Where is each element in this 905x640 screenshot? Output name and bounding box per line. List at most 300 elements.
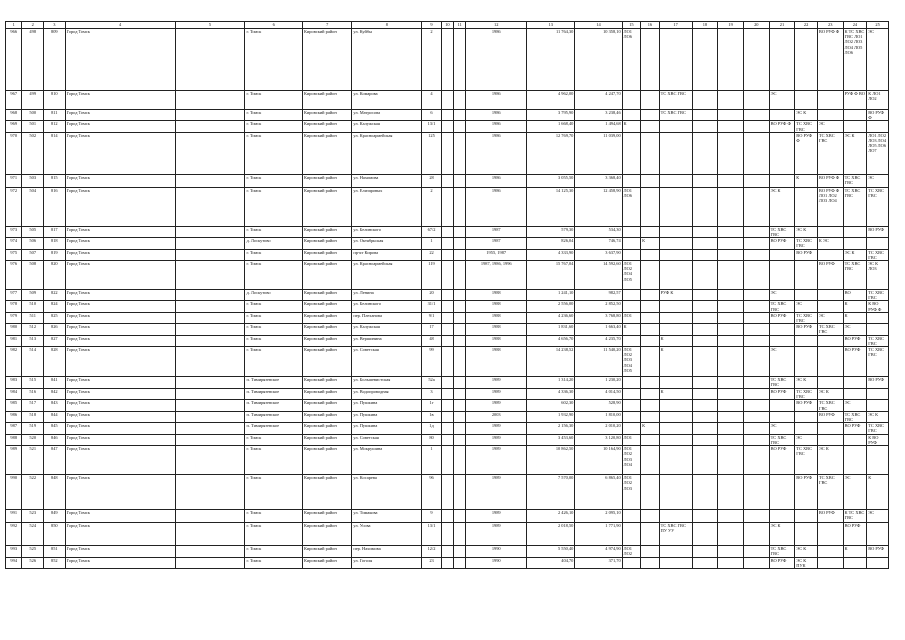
table-cell: 526 — [22, 557, 44, 568]
table-cell: Кировский район — [303, 400, 352, 411]
table-cell: 820 — [44, 261, 66, 290]
table-cell: К — [641, 423, 660, 434]
table-cell — [718, 389, 744, 400]
table-cell: д. Лоскутово — [245, 238, 303, 249]
table-cell: Город Томск — [65, 557, 175, 568]
table-cell — [718, 226, 744, 237]
table-cell: г. Томск — [245, 557, 303, 568]
column-number-header — [6, 22, 889, 29]
table-cell: 1989 — [466, 446, 527, 475]
table-cell: 519 — [22, 423, 44, 434]
table-cell: Город Томск — [65, 110, 175, 121]
table-cell — [454, 29, 466, 91]
column-number: 6 — [245, 22, 303, 29]
table-cell — [641, 446, 660, 475]
table-cell — [175, 174, 245, 187]
table-cell: ВО РУФ — [795, 400, 818, 411]
table-cell: 990 — [6, 475, 22, 510]
table-cell: 512 — [22, 324, 44, 335]
table-cell: 2 095,10 — [575, 510, 622, 523]
table-cell: 986 — [6, 411, 22, 422]
table-cell — [454, 324, 466, 335]
table-cell — [175, 91, 245, 110]
table-cell: ТС ХВС ГВС — [659, 91, 692, 110]
table-cell — [641, 226, 660, 237]
table-cell: Город Томск — [65, 411, 175, 422]
table-cell — [441, 261, 453, 290]
table-cell: ТС ХВС ГВС ПУ УУ — [659, 523, 692, 546]
table-cell: ВО РУФ — [817, 411, 843, 422]
table-cell — [718, 290, 744, 301]
table-cell: пер. Плеханова — [352, 312, 422, 323]
table-cell: 842 — [44, 389, 66, 400]
table-cell: 851 — [44, 546, 66, 557]
table-cell: Кировский район — [303, 423, 352, 434]
table-cell: Город Томск — [65, 434, 175, 445]
table-cell: 22 — [422, 249, 442, 260]
table-cell: Кировский район — [303, 510, 352, 523]
table-cell: 515 — [22, 377, 44, 389]
table-cell: 1989 — [466, 400, 527, 411]
table-cell: 1986 — [466, 187, 527, 226]
table-cell: 513 — [22, 335, 44, 346]
table-cell: 815 — [44, 174, 66, 187]
table-cell: ТС ХВС ГВС — [867, 335, 889, 346]
table-cell — [641, 411, 660, 422]
table-cell: ЭС К — [795, 226, 818, 237]
table-cell — [641, 312, 660, 323]
table-cell: 500 — [22, 110, 44, 121]
table-cell — [718, 446, 744, 475]
table-cell — [692, 377, 718, 389]
table-cell — [692, 187, 718, 226]
table-cell: ТС ХВС ГВС — [843, 411, 867, 422]
table-cell: Кировский район — [303, 312, 352, 323]
table-cell — [659, 301, 692, 312]
table-cell: ТС ХВС ГВС — [795, 389, 818, 400]
table-cell — [743, 400, 769, 411]
table-cell — [743, 110, 769, 121]
table-cell — [692, 523, 718, 546]
table-cell: 825 — [44, 312, 66, 323]
table-cell — [817, 523, 843, 546]
table-cell — [692, 91, 718, 110]
table-cell: ул. Куйбы — [352, 29, 422, 91]
table-cell: ВО — [843, 290, 867, 301]
table-cell: 20 — [422, 290, 442, 301]
table-cell: 15 767,04 — [527, 261, 575, 290]
table-cell: ВО РУФ Ф — [817, 174, 843, 187]
table-cell: 3 368,40 — [575, 174, 622, 187]
table-cell: 9 — [422, 510, 442, 523]
table-cell: 48 — [422, 335, 442, 346]
column-number: 25 — [867, 22, 889, 29]
table-cell: 841 — [44, 377, 66, 389]
table-cell: ул. Советская — [352, 347, 422, 377]
table-cell: 1 663,40 — [575, 324, 622, 335]
table-cell — [641, 557, 660, 568]
table-cell — [454, 423, 466, 434]
table-cell — [692, 510, 718, 523]
table-cell: 984 — [6, 389, 22, 400]
table-cell: ЭС — [843, 475, 867, 510]
table-cell — [769, 29, 795, 91]
table-cell — [622, 335, 641, 346]
table-cell — [659, 238, 692, 249]
table-cell: ТС ХВС ГВС — [867, 423, 889, 434]
table-cell: Город Томск — [65, 121, 175, 132]
table-cell — [743, 389, 769, 400]
table-cell — [454, 434, 466, 445]
table-cell: ул. Октябрьская — [352, 238, 422, 249]
table-cell — [743, 290, 769, 301]
table-cell — [441, 249, 453, 260]
table-cell: ЭС — [769, 423, 795, 434]
table-cell: Кировский район — [303, 523, 352, 546]
table-cell: ул. Пушкина — [352, 400, 422, 411]
table-cell — [743, 557, 769, 568]
table-cell — [718, 377, 744, 389]
column-number: 7 — [303, 22, 352, 29]
table-cell: К — [867, 475, 889, 510]
table-cell: ТС ХВС ГВС — [867, 347, 889, 377]
table-cell: Кировский район — [303, 110, 352, 121]
table-cell: ЭС К — [817, 389, 843, 400]
table-cell: ЭС — [795, 434, 818, 445]
table-cell: Кировский район — [303, 377, 352, 389]
table-cell — [692, 546, 718, 557]
table-cell — [641, 335, 660, 346]
column-number: 23 — [817, 22, 843, 29]
table-cell — [441, 377, 453, 389]
table-cell: 843 — [44, 400, 66, 411]
table-cell: Кировский район — [303, 557, 352, 568]
table-cell — [817, 347, 843, 377]
table-cell: Кировский район — [303, 238, 352, 249]
table-cell — [692, 411, 718, 422]
table-cell — [175, 475, 245, 510]
table-cell — [795, 523, 818, 546]
table-row — [6, 91, 889, 110]
table-cell: К — [843, 546, 867, 557]
table-cell — [441, 238, 453, 249]
table-cell: ВО РУФ — [867, 377, 889, 389]
table-cell — [843, 110, 867, 121]
table-cell: ул. Елизаровых — [352, 187, 422, 226]
table-cell — [454, 226, 466, 237]
table-cell — [454, 312, 466, 323]
table-cell: ТС ХВС ГВС — [795, 446, 818, 475]
table-cell: 1987 — [466, 226, 527, 237]
table-cell: Кировский район — [303, 324, 352, 335]
table-cell — [622, 174, 641, 187]
table-cell: ТС ХВС ГВС — [795, 121, 818, 132]
table-cell — [659, 324, 692, 335]
table-cell: 9/1 — [422, 312, 442, 323]
table-cell: 822 — [44, 290, 66, 301]
table-cell — [843, 557, 867, 568]
table-cell — [692, 290, 718, 301]
table-cell: ВО РУФ Ф ЛО1 ЛО2 ЛО3 ЛО4 — [817, 187, 843, 226]
table-cell: 2 018,50 — [527, 523, 575, 546]
table-cell — [769, 510, 795, 523]
table-cell: ТС ХВС ГВС — [817, 400, 843, 411]
table-cell: 504 — [22, 187, 44, 226]
table-cell: ТС ХВС ГВС — [843, 187, 867, 226]
table-cell — [641, 377, 660, 389]
table-cell — [441, 546, 453, 557]
table-cell — [441, 226, 453, 237]
table-cell — [743, 446, 769, 475]
table-cell: 11 039,00 — [575, 132, 622, 174]
table-cell: 3 120,80 — [575, 434, 622, 445]
table-cell — [659, 510, 692, 523]
table-cell — [718, 335, 744, 346]
table-cell: 2 556,00 — [527, 301, 575, 312]
table-cell — [441, 347, 453, 377]
table-cell — [795, 261, 818, 290]
table-cell — [743, 335, 769, 346]
table-cell: Город Томск — [65, 312, 175, 323]
table-cell: пер. Нахимова — [352, 546, 422, 557]
table-cell: г. Томск — [245, 110, 303, 121]
table-cell: ЭС К — [795, 546, 818, 557]
table-cell: 6 — [422, 110, 442, 121]
table-cell: ВО РУФ — [769, 446, 795, 475]
table-cell — [692, 400, 718, 411]
table-cell: ВО РУФ — [769, 389, 795, 400]
table-cell — [454, 187, 466, 226]
table-cell: г. Томск — [245, 174, 303, 187]
table-cell: ЭС — [843, 324, 867, 335]
table-cell: г. Томск — [245, 510, 303, 523]
table-cell: ул. Красноармейская — [352, 132, 422, 174]
table-cell — [795, 29, 818, 91]
table-cell: 4 — [422, 91, 442, 110]
table-cell: 7 570,00 — [527, 475, 575, 510]
table-cell — [622, 523, 641, 546]
table-cell — [454, 411, 466, 422]
table-cell: ТС ХВС ГВС — [769, 301, 795, 312]
table-cell — [622, 557, 641, 568]
table-row — [6, 446, 889, 475]
table-cell: п. Тимирязевское — [245, 377, 303, 389]
table-cell — [659, 174, 692, 187]
table-cell — [622, 290, 641, 301]
table-cell: 1986 — [466, 132, 527, 174]
table-cell: 973 — [6, 226, 22, 237]
table-cell: 14 238,52 — [527, 347, 575, 377]
table-cell: г. Томск — [245, 434, 303, 445]
table-cell: ул. Красноармейская — [352, 261, 422, 290]
table-cell — [692, 174, 718, 187]
table-cell — [817, 377, 843, 389]
table-cell: 498 — [22, 29, 44, 91]
table-cell: РУФ Ф ВО — [843, 91, 867, 110]
table-cell: ВО РУФ — [795, 475, 818, 510]
column-number: 8 — [352, 22, 422, 29]
table-cell: Город Томск — [65, 132, 175, 174]
table-cell: ВО РУФ — [795, 324, 818, 335]
table-cell: пр-кт Кирова — [352, 249, 422, 260]
table-cell: д. Лоскутово — [245, 290, 303, 301]
table-row — [6, 187, 889, 226]
table-cell — [659, 226, 692, 237]
table-cell: 4 656,70 — [527, 335, 575, 346]
table-cell: 1989 — [466, 389, 527, 400]
table-cell: ЛО1 ЛО2 ЛО3 ЛО4 ЛО5 ЛО6 ЛО7 — [867, 132, 889, 174]
table-cell: 1 241,10 — [527, 290, 575, 301]
table-cell: Кировский район — [303, 475, 352, 510]
table-cell: 848 — [44, 475, 66, 510]
table-cell: 502 — [22, 132, 44, 174]
table-row — [6, 301, 889, 312]
table-cell: 507 — [22, 249, 44, 260]
table-cell: 11 540,20 — [575, 347, 622, 377]
table-row — [6, 411, 889, 422]
table-cell: 983 — [6, 377, 22, 389]
table-cell: Кировский район — [303, 249, 352, 260]
column-number: 22 — [795, 22, 818, 29]
table-cell: г. Томск — [245, 335, 303, 346]
table-cell: Город Томск — [65, 335, 175, 346]
table-cell — [641, 301, 660, 312]
table-cell: ул. Калужская — [352, 121, 422, 132]
table-cell: К — [795, 174, 818, 187]
table-cell — [817, 546, 843, 557]
table-cell: Город Томск — [65, 238, 175, 249]
table-cell — [692, 335, 718, 346]
table-cell — [175, 546, 245, 557]
table-cell: ул. Матросова — [352, 110, 422, 121]
table-cell — [718, 132, 744, 174]
table-cell — [454, 261, 466, 290]
table-cell: ВО РУФ — [843, 423, 867, 434]
table-cell — [718, 411, 744, 422]
table-cell: Город Томск — [65, 423, 175, 434]
table-cell: ЭС — [843, 400, 867, 411]
table-cell: 1988 — [466, 335, 527, 346]
table-cell: К ВО РУФ Ф — [867, 301, 889, 312]
table-cell: 4 974,90 — [575, 546, 622, 557]
table-cell: 985 — [6, 400, 22, 411]
table-cell — [441, 446, 453, 475]
table-cell — [175, 423, 245, 434]
table-row — [6, 249, 889, 260]
table-cell — [641, 121, 660, 132]
table-cell — [441, 510, 453, 523]
table-cell — [175, 187, 245, 226]
table-cell: 10 862,50 — [527, 446, 575, 475]
table-cell — [454, 132, 466, 174]
table-cell — [743, 510, 769, 523]
table-cell: К — [843, 301, 867, 312]
table-cell — [817, 249, 843, 260]
table-cell — [641, 174, 660, 187]
table-cell: ТС ХВС ГВС — [795, 238, 818, 249]
table-cell — [659, 446, 692, 475]
table-cell: 1 — [422, 238, 442, 249]
table-cell: 505 — [22, 226, 44, 237]
table-row — [6, 335, 889, 346]
table-cell — [692, 110, 718, 121]
table-cell: ЭС — [867, 29, 889, 91]
table-cell: 2 — [422, 187, 442, 226]
table-cell: 96 — [422, 475, 442, 510]
table-cell — [659, 557, 692, 568]
table-cell — [659, 423, 692, 434]
table-cell — [718, 249, 744, 260]
table-cell — [692, 324, 718, 335]
table-cell — [659, 377, 692, 389]
table-cell — [441, 91, 453, 110]
table-cell — [718, 400, 744, 411]
table-cell: п. Тимирязевское — [245, 400, 303, 411]
table-cell: 511 — [22, 312, 44, 323]
table-cell — [175, 324, 245, 335]
table-cell: 976 — [6, 261, 22, 290]
table-cell — [641, 347, 660, 377]
table-cell — [817, 434, 843, 445]
table-cell: ТС ХВС ГВС — [659, 110, 692, 121]
table-cell: п. Тимирязевское — [245, 411, 303, 422]
table-cell — [659, 434, 692, 445]
table-cell: К ЭС — [817, 238, 843, 249]
table-cell: 31/1 — [422, 301, 442, 312]
table-cell — [795, 347, 818, 377]
table-cell — [659, 411, 692, 422]
column-number: 9 — [422, 22, 442, 29]
table-cell: Кировский район — [303, 347, 352, 377]
table-cell: 4 333,90 — [527, 249, 575, 260]
table-cell — [641, 389, 660, 400]
table-cell — [692, 29, 718, 91]
table-cell — [743, 91, 769, 110]
table-cell — [622, 389, 641, 400]
table-cell — [641, 261, 660, 290]
table-row — [6, 434, 889, 445]
table-cell: Кировский район — [303, 121, 352, 132]
table-cell: К ВО РУФ — [867, 434, 889, 445]
table-cell: ул. Ленина — [352, 290, 422, 301]
table-cell: 522 — [22, 475, 44, 510]
table-cell — [769, 335, 795, 346]
table-cell — [692, 249, 718, 260]
table-cell — [175, 238, 245, 249]
table-cell: ТС ХВС ГВС — [795, 312, 818, 323]
table-cell: 534,30 — [575, 226, 622, 237]
table-cell — [641, 475, 660, 510]
table-cell: ЭС К — [795, 110, 818, 121]
table-cell — [843, 121, 867, 132]
table-cell: 968 — [6, 110, 22, 121]
table-cell — [692, 312, 718, 323]
table-cell — [795, 187, 818, 226]
table-cell: ЭС — [795, 301, 818, 312]
table-cell — [817, 301, 843, 312]
table-cell: Город Томск — [65, 301, 175, 312]
table-cell: Кировский район — [303, 301, 352, 312]
table-cell — [175, 557, 245, 568]
table-cell: 4 247,70 — [575, 91, 622, 110]
table-cell — [175, 389, 245, 400]
table-cell: 3 768,80 — [575, 312, 622, 323]
table-cell: ЭС К — [769, 523, 795, 546]
table-cell: Город Томск — [65, 523, 175, 546]
table-cell: ул. Пушкина — [352, 423, 422, 434]
table-cell — [743, 324, 769, 335]
table-row — [6, 546, 889, 557]
